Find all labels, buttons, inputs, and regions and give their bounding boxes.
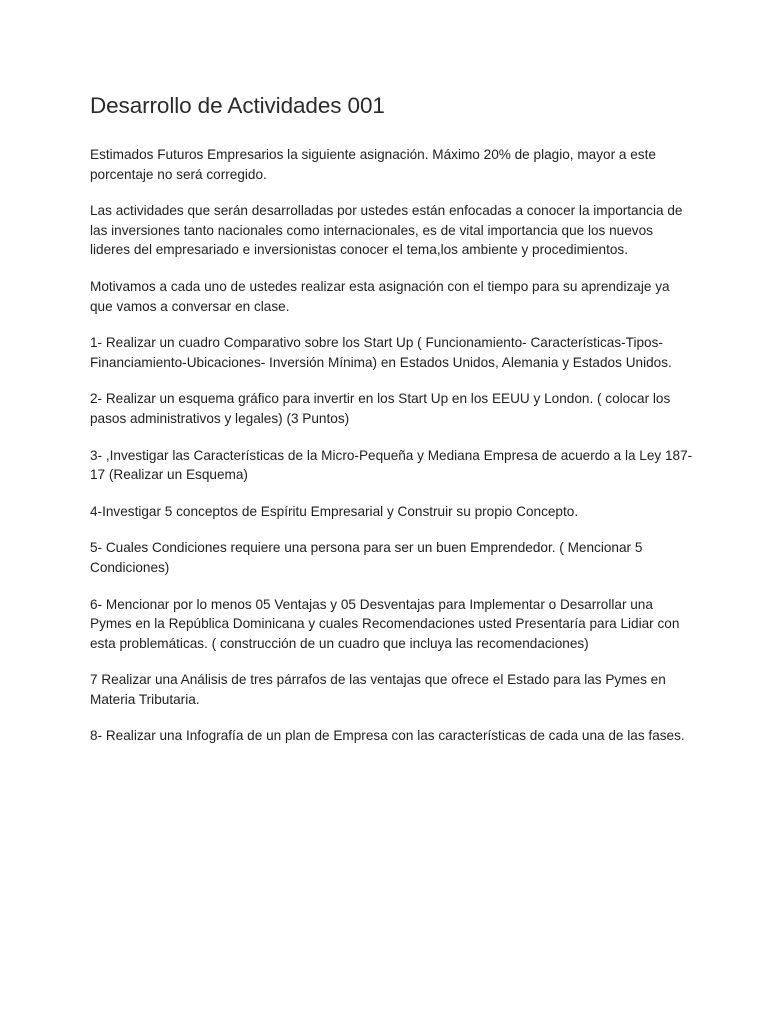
document-page	[90, 92, 695, 763]
purpose-paragraph: Las actividades que serán desarrolladas por ustedes están enfocadas a conocer la importancia de las inversiones tanto nacionales como internacionales, es de vital importancia que los nuevos lideres del empresariado e inversionistas conocer el tema,los ambiente y procedimientos.	[90, 203, 683, 258]
activity-item-7: 7 Realizar una Análisis de tres párrafos de las ventajas que ofrece el Estado para las Pymes en Materia Tributaria.	[90, 672, 666, 707]
activity-item-6: 6- Mencionar por lo menos 05 Ventajas y 05 Desventajas para Implementar o Desarrollar una Pymes en la República Dominicana y cuales Recomendaciones usted Presentaría para Lidiar con esta problemáticas. ( construcción de un cuadro que incluya las recomendaciones)	[90, 596, 680, 651]
activity-item-3: 3- ,Investigar las Características de la Micro-Pequeña y Mediana Empresa de acuerdo a la Ley 187-17 (Realizar un Esquema)	[90, 447, 693, 483]
activity-item-8: 8- Realizar una Infografía de un plan de Empresa con las características de cada una de las fases.	[90, 728, 685, 744]
activity-item-4: 4-Investigar 5 conceptos de Espíritu Empresarial y Construir su propio Concepto.	[90, 503, 579, 519]
intro-paragraph: Estimados Futuros Empresarios la siguiente asignación. Máximo 20% de plagio, mayor a este porcentaje no será corregido.	[90, 147, 656, 182]
activity-item-5: 5- Cuales Condiciones requiere una persona para ser un buen Emprendedor. ( Mencionar 5 Condiciones)	[90, 540, 643, 575]
document-title: Desarrollo de Actividades 001	[90, 93, 385, 118]
activity-item-2: 2- Realizar un esquema gráfico para invertir en los Start Up en los EEUU y London. ( colocar los pasos administrativos y legales) (3 Puntos)	[90, 391, 671, 426]
motivation-paragraph: Motivamos a cada uno de ustedes realizar esta asignación con el tiempo para su aprendizaje ya que vamos a conversar en clase.	[90, 278, 670, 314]
activity-item-1: 1- Realizar un cuadro Comparativo sobre los Start Up ( Funcionamiento- Características-Tipos-Financiamiento-Ubicaciones- Inversión Mínima) en Estados Unidos, Alemania y Estados Unidos.	[90, 335, 672, 370]
